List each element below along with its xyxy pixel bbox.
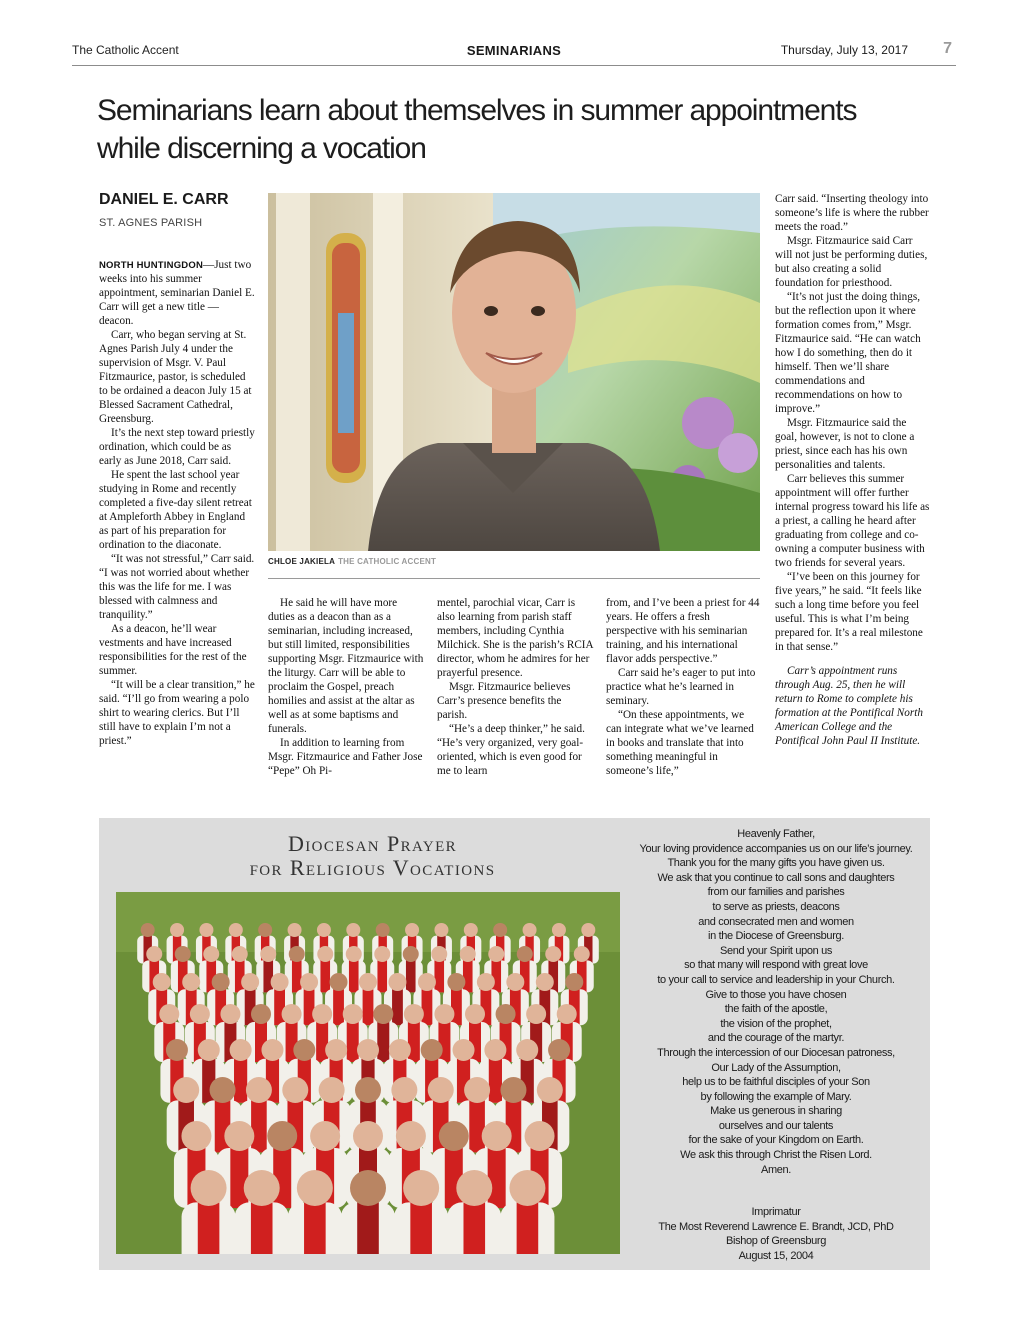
prayer-line: so that many will respond with great love bbox=[684, 959, 868, 972]
prayer-line: We ask this through Christ the Risen Lord. bbox=[680, 1149, 872, 1162]
prayer-line: Thank you for the many gifts you have given us. bbox=[667, 857, 885, 870]
photo-credit bbox=[268, 557, 436, 566]
prayer-text bbox=[631, 827, 921, 1264]
prayer-line: in the Diocese of Greensburg. bbox=[708, 930, 844, 943]
prayer-line: ourselves and our talents bbox=[718, 1119, 834, 1132]
prayer-line: and consecrated men and women bbox=[698, 915, 854, 928]
page-header bbox=[72, 40, 956, 66]
divider-rule bbox=[268, 578, 760, 579]
imprimatur-line: The Most Reverend Lawrence E. Brandt, JCD, PhD bbox=[658, 1220, 894, 1233]
clergy-group-photo bbox=[116, 892, 620, 1254]
article-paragraph: He spent the last school year studying in Rome and recently completed a five-day silent retreat at Ampleforth Abbey in England as part of his preparation for ordination to the diaconate. bbox=[99, 469, 252, 551]
article-column-3 bbox=[437, 596, 593, 778]
prayer-line: Through the intercession of our Diocesan patroness, bbox=[657, 1046, 895, 1059]
article-paragraph: Msgr. Fitzmaurice said Carr will not just be performing duties, but also creating a solid foundation for priesthood. bbox=[775, 235, 928, 289]
article-column-1 bbox=[99, 258, 255, 748]
prayer-line: Give to those you have chosen bbox=[705, 988, 847, 1001]
article-column-5 bbox=[775, 192, 931, 748]
article-paragraph: He said he will have more duties as a deacon than as a seminarian, including increased, but still limited, responsibilities supporting Msgr. Fitzmaurice with the liturgy. Carr will be able to proclaim the Gospel, preach homilies and assist at the altar as well as at some baptisms and funerals. bbox=[268, 597, 424, 735]
article-paragraph bbox=[99, 258, 255, 328]
article-paragraph: “It’s not just the doing things, but the reflection upon it where formation comes from,” Msgr. Fitzmaurice said. “He can watch how I do something, then do it himself. Then we’ll share commendations and recommendations on how to improve.” bbox=[775, 291, 921, 415]
article-paragraph: Carr said. “Inserting theology into someone’s life is where the rubber meets the road.” bbox=[775, 193, 929, 233]
article-paragraph: Msgr. Fitzmaurice said the goal, however, is not to clone a priest, since each has his own personalities and talents. bbox=[775, 417, 915, 471]
byline-parish: ST. AGNES PARISH bbox=[99, 217, 203, 229]
seminarian-portrait-photo bbox=[268, 193, 760, 551]
prayer-line: to your call to service and leadership in your Church. bbox=[657, 973, 895, 986]
prayer-title-line: Diocesan Prayer bbox=[287, 831, 458, 856]
article-column-2 bbox=[268, 596, 424, 778]
prayer-title-line: for Religious Vocations bbox=[249, 855, 496, 880]
prayer-line: help us to be faithful disciples of your Son bbox=[682, 1076, 870, 1089]
prayer-line: Heavenly Father, bbox=[737, 828, 815, 840]
article-paragraph: “It was not stressful,” Carr said. “I was not worried about whether this was the life for me. I was blessed with calmness and tranquility.” bbox=[99, 553, 255, 621]
article-paragraph: from, and I’ve been a priest for 44 years. He offers a fresh perspective with his seminarian training, and his international flavor adds perspective.” bbox=[606, 597, 760, 665]
article-paragraph: “It will be a clear transition,” he said. “I’ll go from wearing a polo shirt to wearing clerics. But I’ll still have to explain I’m not a priest.” bbox=[99, 679, 255, 747]
photo-credit-org: THE CATHOLIC ACCENT bbox=[338, 557, 437, 566]
article-paragraph: “He’s a deep thinker,” he said. “He’s very organized, very goal-oriented, which is even good for me to learn bbox=[437, 723, 585, 777]
prayer-line: by following the example of Mary. bbox=[700, 1090, 852, 1103]
photographer-name: CHLOE JAKIELA bbox=[268, 557, 336, 566]
imprimatur-line: August 15, 2004 bbox=[738, 1250, 814, 1263]
article-paragraph: Carr, who began serving at St. Agnes Parish July 4 under the supervision of Msgr. V. Paul Fitzmaurice, pastor, is scheduled to be ordained a deacon July 15 at Blessed Sacrament Cathedral, Greensburg. bbox=[99, 329, 252, 425]
prayer-line: Make us generous in sharing bbox=[710, 1105, 842, 1118]
prayer-line: for the sake of your Kingdom on Earth. bbox=[688, 1134, 864, 1147]
imprimatur-line: Imprimatur bbox=[751, 1206, 801, 1219]
article-paragraph: mentel, parochial vicar, Carr is also learning from parish staff members, including Cynthia Milchick. She is the parish’s RCIA director, whom he admires for her prayerful presence. bbox=[437, 597, 593, 679]
article-paragraph: Carr said he’s eager to put into practice what he’s learned in seminary. bbox=[606, 667, 756, 707]
group-photo-illustration bbox=[116, 892, 620, 1254]
issue-date: Thursday, July 13, 2017 bbox=[780, 43, 908, 57]
article-paragraph: It’s the next step toward priestly ordination, which could be as early as June 2018, Carr said. bbox=[99, 427, 255, 467]
article-paragraph: As a deacon, he’ll wear vestments and have increased responsibilities for the rest of the summer. bbox=[99, 623, 247, 677]
prayer-line: and the courage of the martyr. bbox=[707, 1032, 845, 1045]
article-paragraph: “I’ve been on this journey for five years,” he said. “It feels like such a long time before you feel useful. This is what I’m being prepared for. It’s a real milestone in that sense.” bbox=[775, 571, 923, 653]
article-paragraph: “On these appointments, we can integrate what we’ve learned in books and translate that into something meaningful in someone’s life,” bbox=[606, 709, 754, 777]
article-paragraph: In addition to learning from Msgr. Fitzmaurice and Father Jose “Pepe” Oh Pi- bbox=[268, 737, 423, 777]
article-paragraph: Msgr. Fitzmaurice believes Carr’s presence benefits the parish. bbox=[437, 681, 571, 721]
prayer-line: Send your Spirit upon us bbox=[719, 944, 833, 957]
portrait-illustration bbox=[268, 193, 760, 551]
article-headline: Seminarians learn about themselves in summer appointments while discerning a vocation bbox=[97, 94, 857, 165]
prayer-line: Amen. bbox=[760, 1163, 792, 1176]
imprimatur-line: Bishop of Greensburg bbox=[725, 1235, 826, 1248]
lead-text: —Just two weeks into his summer appointment, seminarian Daniel E. Carr will get a new title — deacon. bbox=[99, 259, 255, 327]
article-column-4 bbox=[606, 596, 762, 778]
closing-note: Carr’s appointment runs through Aug. 25, then he will return to Rome to complete his formation at the Pontifical North American College and the Pontifical John Paul II Institute. bbox=[775, 665, 923, 747]
prayer-box bbox=[99, 818, 930, 1270]
dateline: NORTH HUNTINGDON bbox=[99, 260, 203, 271]
prayer-line: Our Lady of the Assumption, bbox=[711, 1061, 841, 1074]
section-title: SEMINARIANS bbox=[466, 43, 562, 58]
publication-name: The Catholic Accent bbox=[72, 43, 179, 57]
prayer-line: Your loving providence accompanies us on our life’s journey. bbox=[639, 842, 913, 855]
prayer-title bbox=[99, 832, 646, 880]
article-paragraph: Carr believes this summer appointment will offer further internal progress toward his life as a priest, a calling he heard after graduating from college and co-owning a computer business with two friends for several years. bbox=[775, 473, 930, 569]
prayer-line: We ask that you continue to call sons and daughters bbox=[657, 871, 895, 884]
prayer-line: the faith of the apostle, bbox=[724, 1003, 828, 1016]
prayer-line: to serve as priests, deacons bbox=[712, 900, 840, 913]
byline-author: DANIEL E. CARR bbox=[99, 191, 229, 208]
page-number: 7 bbox=[943, 40, 952, 57]
prayer-line: from our families and parishes bbox=[707, 886, 845, 899]
prayer-line: the vision of the prophet, bbox=[720, 1017, 832, 1030]
